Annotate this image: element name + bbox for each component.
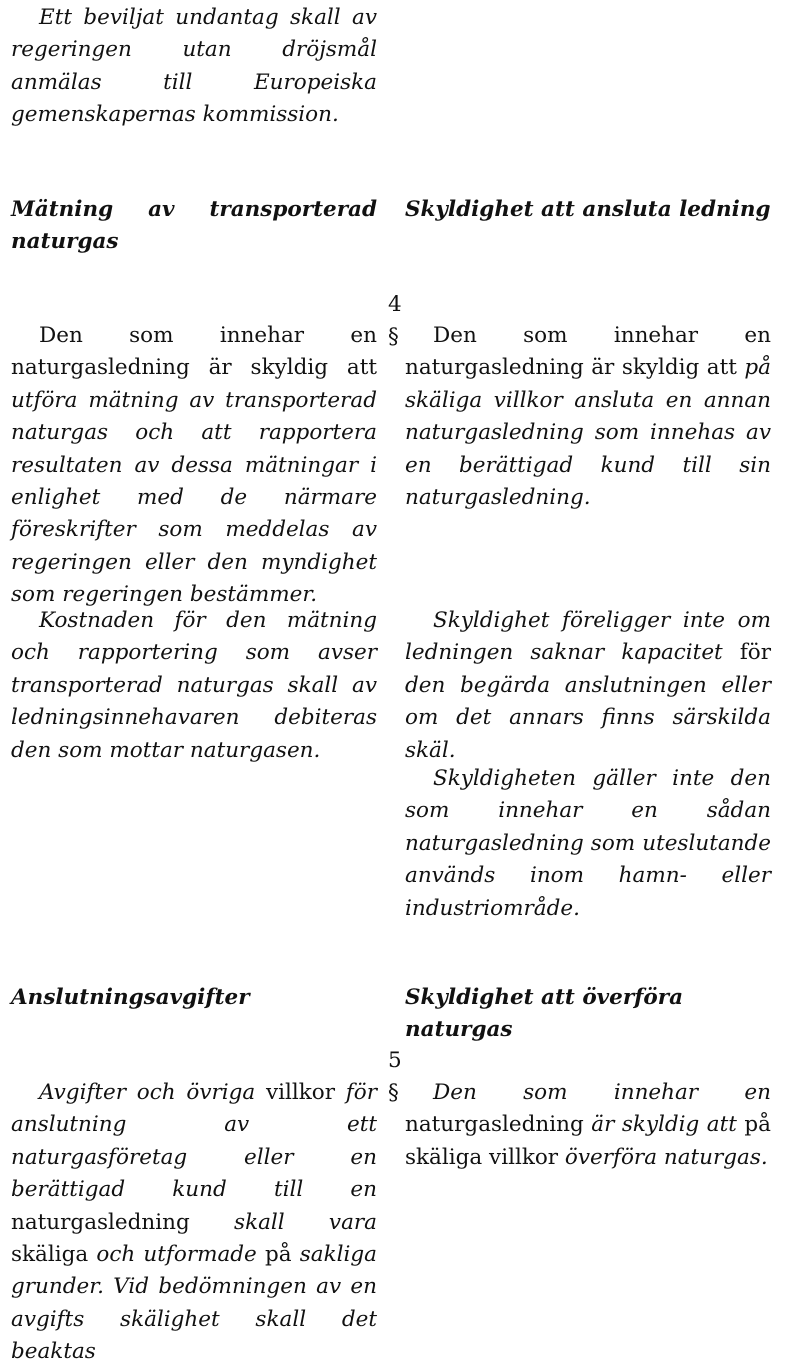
heading-obligation-transfer: Skyldighet att överföra naturgas xyxy=(405,985,684,1042)
left-section4-paragraph-1 xyxy=(11,320,377,612)
left-s5-e: skall vara xyxy=(234,1209,377,1235)
left-s5-c: för anslutning av ett naturgasföretag eller en berättigad kund till en xyxy=(11,1080,377,1203)
right-section4-paragraph-2 xyxy=(405,605,771,767)
right-s4p1-upright: Den som innehar en naturgasledning är skyldig att xyxy=(405,323,771,381)
right-s5-upright-a: naturgasledning xyxy=(405,1112,584,1138)
left-s5-h: på xyxy=(264,1242,292,1268)
left-section4-paragraph-2: Kostnaden för den mätning och rapportering som avser transporterad naturgas skall av ledningsinnehavaren debiteras den som mottar naturgasen. xyxy=(11,608,377,763)
left-s4p1-upright: Den som innehar en naturgasledning är skyldig att xyxy=(11,323,377,381)
heading-metering: Mätning av transporterad naturgas xyxy=(11,197,377,254)
right-s4p2-italic: Skyldighet föreligger inte om ledningen saknar kapacitet xyxy=(405,608,771,666)
left-s5-a: Avgifter och övriga xyxy=(39,1080,256,1105)
left-s5-b: villkor xyxy=(266,1080,336,1105)
left-s5-f: skäliga xyxy=(11,1242,89,1268)
right-section4-paragraph-1 xyxy=(405,320,771,514)
right-section5-paragraph-1 xyxy=(405,1077,771,1174)
right-s4p2-rest: den begärda anslutningen eller om det annars finns särskilda skäl. xyxy=(405,672,771,763)
right-s5-italic-c: överföra naturgas. xyxy=(564,1144,768,1170)
left-s5-d: naturgasledning xyxy=(11,1209,190,1235)
right-s4p2-upright: för xyxy=(739,640,771,666)
left-s5-g: och utformade xyxy=(96,1242,257,1268)
heading-connection-fees: Anslutningsavgifter xyxy=(11,985,250,1010)
left-s4p1-italic: utföra mätning av transporterad naturgas och att rapportera resultaten av dessa mätningar i enlighet med de närmare föreskrifter som meddelas av regeringen eller den myndighet som regeringen bestämmer. xyxy=(11,387,377,608)
heading-obligation-connect: Skyldighet att ansluta ledning xyxy=(405,197,771,222)
right-section4-paragraph-3: Skyldigheten gäller inte den som innehar en sådan naturgasledning som uteslutande används inom hamn- eller industriområde. xyxy=(405,766,771,921)
right-s5-upright-b: på skäliga villkor xyxy=(405,1112,771,1170)
left-s5-i: sakliga grunder. Vid bedömningen av en avgifts skälighet skall det beaktas xyxy=(11,1242,377,1365)
right-s5-italic-b: är skyldig att xyxy=(591,1112,737,1138)
section-number-5: 5 § xyxy=(388,1048,402,1105)
right-s5-italic-a: Den som innehar en xyxy=(433,1080,771,1105)
section-number-4: 4 § xyxy=(388,292,402,349)
intro-paragraph: Ett beviljat undantag skall av regeringen utan dröjsmål anmälas till Europeiska gemenskapernas kommission. xyxy=(11,5,377,128)
right-s4p1-italic: på skäliga villkor ansluta en annan naturgasledning som innehas av en berättigad kund till sin naturgasledning. xyxy=(405,355,771,511)
left-section5-paragraph-1 xyxy=(11,1077,377,1369)
